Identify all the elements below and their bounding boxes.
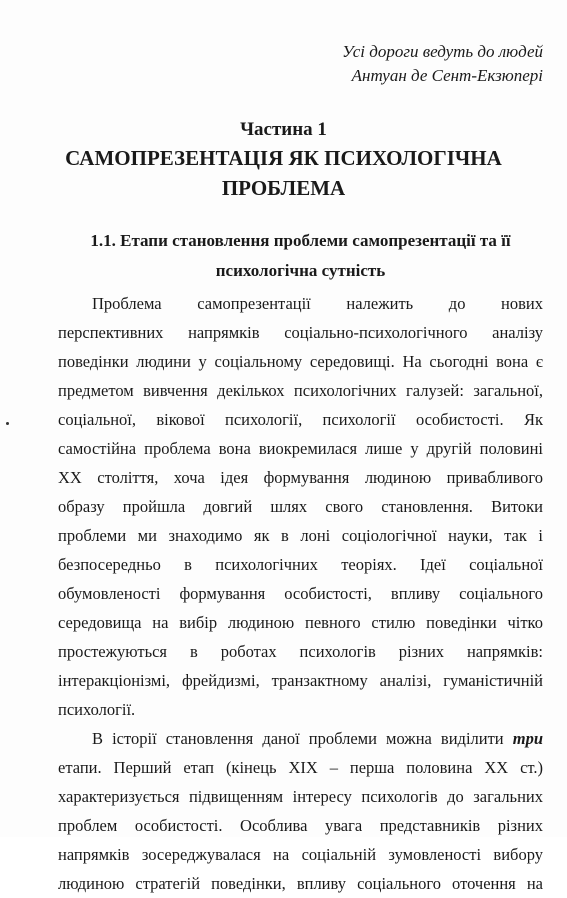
part-title-line-2: ПРОБЛЕМА <box>221 176 346 200</box>
text-line: напрямків зосереджувалася на соціальній зумовленості вибору <box>58 845 543 864</box>
text-line: людиною стратегій поведінки, впливу соціального оточення на <box>58 874 543 893</box>
section-title-line-1: 1.1. Етапи становлення проблеми самопрезентації та її <box>90 231 511 250</box>
section-title-line-2: психологічна сутність <box>215 261 386 280</box>
text-line: образу пройшла довгий шлях свого становлення. Витоки <box>58 497 543 516</box>
text-line <box>58 724 543 753</box>
text-line: проблеми ми знаходимо як в лоні соціологічної науки, так і <box>58 526 543 545</box>
emphasized-word: три <box>512 729 544 748</box>
text-line: середовища на вибір людиною певного стилю поведінки чітко <box>58 613 543 632</box>
part-heading <box>0 117 567 203</box>
text-line: простежуються в роботах психологів різних напрямків: <box>58 642 543 661</box>
epigraph <box>342 40 543 88</box>
text-line: предметом вивчення декількох психологічних галузей: загальної, <box>58 381 543 400</box>
body-text <box>58 289 543 898</box>
text-line: психології. <box>58 700 136 719</box>
text-line: перспективних напрямків соціально-психологічного аналізу <box>58 323 543 342</box>
text-line: обумовленості формування особистості, впливу соціального <box>58 584 543 603</box>
text-line: ХХ століття, хоча ідея формування людиною привабливого <box>58 468 543 487</box>
text-fragment: В історії становлення даної проблеми можна виділити <box>92 729 504 748</box>
margin-mark <box>6 422 9 425</box>
text-line: проблем особистості. Особлива увага представників різних <box>58 816 543 835</box>
text-line: поведінки людини у соціальному середовищі. На сьогодні вона є <box>58 352 543 371</box>
text-line: етапи. Перший етап (кінець XIX – перша половина XX ст.) <box>58 758 543 777</box>
text-line: самостійна проблема вона виокремилася лише у другій половині <box>58 439 543 458</box>
text-line: безпосередньо в психологічних теоріях. Ідеї соціальної <box>58 555 543 574</box>
section-heading <box>58 226 543 286</box>
text-line: характеризується підвищенням інтересу психологів до загальних <box>58 787 543 806</box>
text-line: інтеракціонізмі, фрейдизмі, транзактному аналізі, гуманістичній <box>58 671 543 690</box>
text-line: Проблема самопрезентації належить до нових <box>92 294 543 313</box>
epigraph-author: Антуан де Сент-Екзюпері <box>351 66 543 85</box>
part-label: Частина 1 <box>240 119 327 140</box>
epigraph-quote: Усі дороги ведуть до людей <box>342 42 543 61</box>
part-title-line-1: САМОПРЕЗЕНТАЦІЯ ЯК ПСИХОЛОГІЧНА <box>65 146 502 170</box>
text-line: соціальної, вікової психології, психології особистості. Як <box>58 410 543 429</box>
